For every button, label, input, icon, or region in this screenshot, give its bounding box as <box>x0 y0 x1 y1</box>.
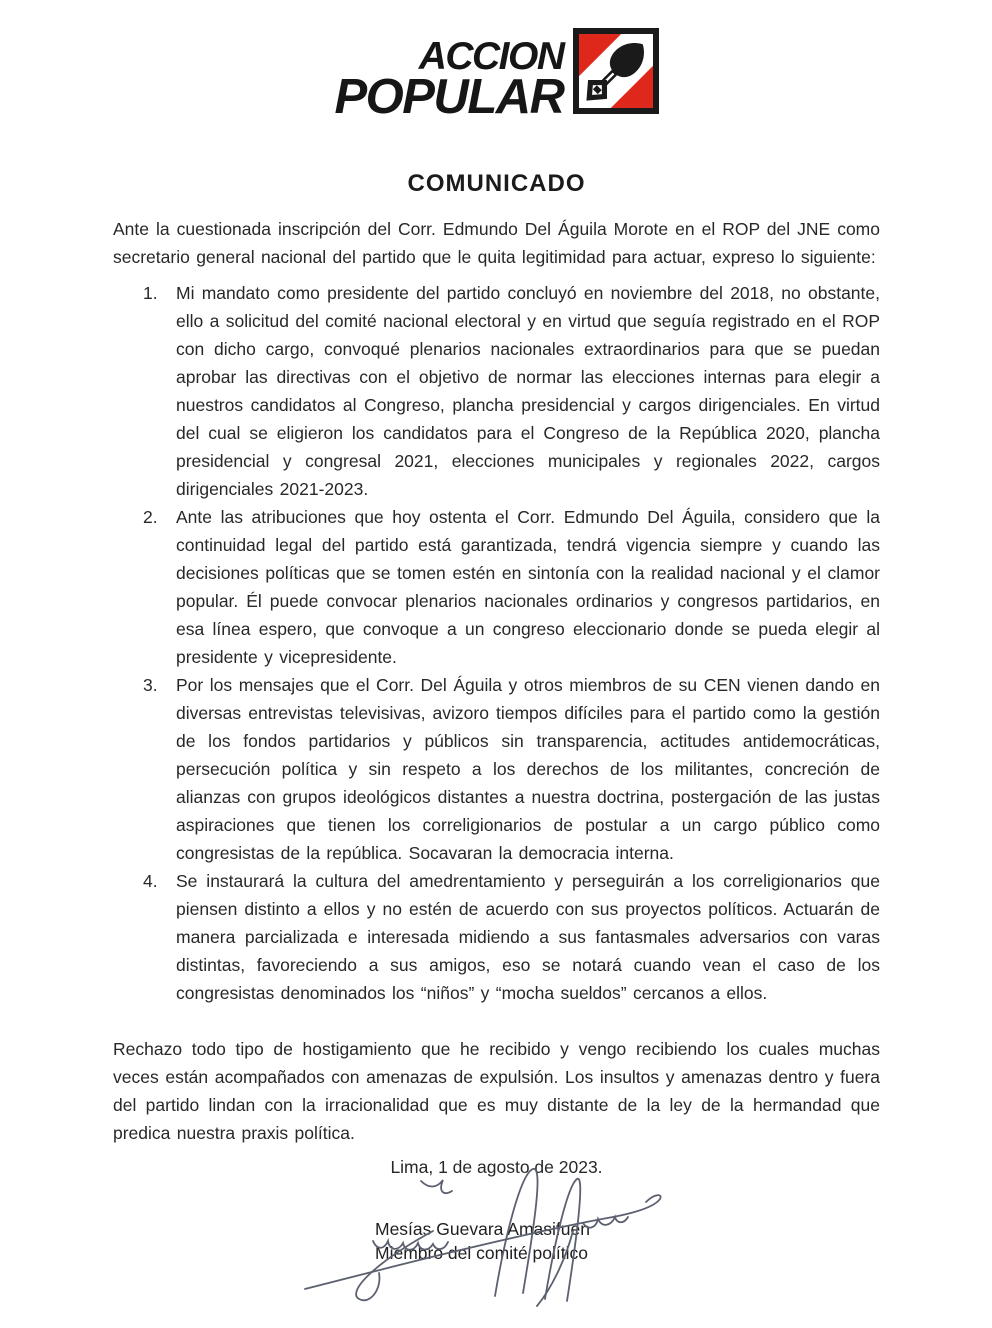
list-item-4 <box>143 867 880 1007</box>
closing-paragraph: Rechazo todo tipo de hostigamiento que he recibido y vengo recibiendo los cuales muchas veces están acompañados con amenazas de expulsión. Los insultos y amenazas dentro y fuera del partido lindan con la irracionalidad que es muy distante de la ley de la hermandad que predica nuestra praxis política. <box>113 1039 880 1143</box>
signer-block <box>375 1217 590 1265</box>
list-item-1 <box>143 279 880 503</box>
list-item-1-number: 1. <box>143 283 158 303</box>
list-item-3-number: 3. <box>143 675 158 695</box>
list-item-4-text: Se instaurará la cultura del amedrentamiento y perseguirán a los correligionarios que piensen distinto a ellos y no estén de acuerdo con sus proyectos políticos. Actuarán de manera parcializada e interesada midiendo a sus fantasmales adversarios con varas distintas, favoreciendo a sus amigos, eso se notará cuando vean el caso de los congresistas denominados los “niños” y “mocha sueldos” cercanos a ellos. <box>176 871 880 1003</box>
list-item-2-number: 2. <box>143 507 158 527</box>
list-item-3-text: Por los mensajes que el Corr. Del Águila y otros miembros de su CEN vienen dando en diversas entrevistas televisivas, avizoro tiempos difíciles para el partido como la gestión de los fondos partidarios y públicos sin transparencia, actitudes antidemocráticas, persecución política y sin respeto a los derechos de los militantes, concreción de alianzas con grupos ideológicos distantes a nuestra doctrina, postergación de las justas aspiraciones que tienen los correligionarios de postular a un cargo público como congresistas de la república. Socavaran la democracia interna. <box>176 675 880 863</box>
list-item-2-text: Ante las atribuciones que hoy ostenta el Corr. Edmundo Del Águila, considero que la continuidad legal del partido está garantizada, tendrá vigencia siempre y cuando las decisiones políticas que se tomen estén en sintonía con la realidad nacional y el clamor popular. Él puede convocar plenarios nacionales ordinarios y congresos partidarios, en esa línea espero, que convoque a un congreso eleccionario donde se pueda elegir al presidente y vicepresidente. <box>176 507 880 667</box>
logo-wordmark <box>334 35 564 124</box>
list-item-1-text: Mi mandato como presidente del partido concluyó en noviembre del 2018, no obstante, ello a solicitud del comité nacional electoral y en virtud que seguía registrado en el ROP con dicho cargo, convoqué plenarios nacionales extraordinarios para que se puedan aprobar las directivas con el objetivo de normar las elecciones internas para elegir a nuestros candidatos al Congreso, plancha presidencial y cargos dirigenciales. En virtud del cual se eligieron los candidatos para el Congreso de la República 2020, plancha presidencial y congresal 2021, elecciones municipales y regionales 2022, cargos dirigenciales 2021-2023. <box>176 283 880 499</box>
logo-wordmark-line1: ACCION <box>418 35 564 78</box>
shovel-emblem-icon <box>573 28 659 114</box>
numbered-list <box>113 279 880 1007</box>
party-logo <box>113 26 880 138</box>
signer-name: Mesías Guevara Amasifuen <box>375 1219 590 1239</box>
list-item-2 <box>143 503 880 671</box>
list-item-4-number: 4. <box>143 871 158 891</box>
logo-wordmark-line2: POPULAR <box>334 70 564 124</box>
list-item-3 <box>143 671 880 867</box>
document-title: COMUNICADO <box>407 170 586 197</box>
signature-area <box>113 1153 880 1328</box>
intro-paragraph: Ante la cuestionada inscripción del Corr. Edmundo Del Águila Morote en el ROP del JNE como secretario general nacional del partido que le quita legitimidad para actuar, expreso lo siguiente: <box>113 219 880 267</box>
signer-role: Miembro del comité político <box>375 1243 588 1263</box>
date-line: Lima, 1 de agosto de 2023. <box>390 1157 603 1177</box>
